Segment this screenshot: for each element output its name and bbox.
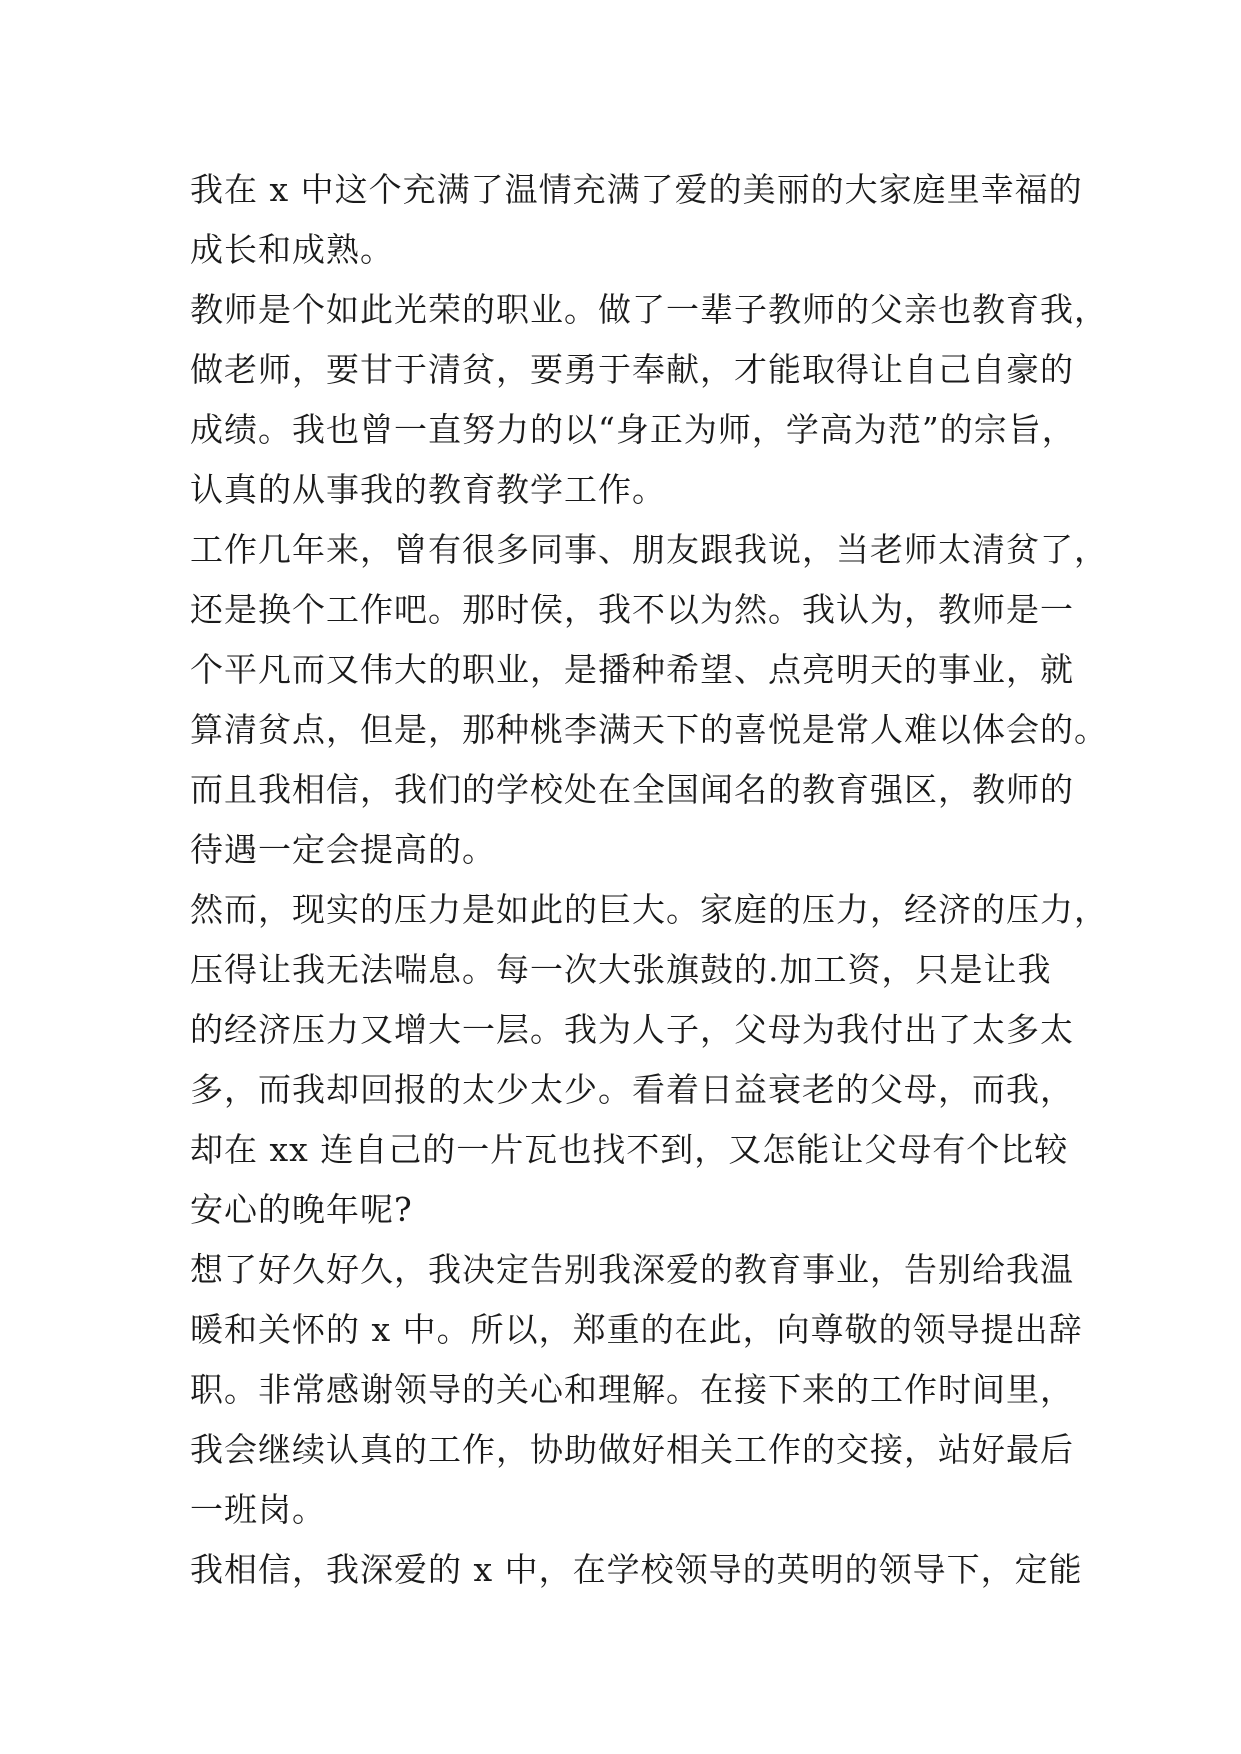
- text-line: 工作几年来，曾有很多同事、朋友跟我说，当老师太清贫了，: [190, 530, 1108, 569]
- text-line: 然而，现实的压力是如此的巨大。家庭的压力，经济的压力，: [190, 890, 1108, 929]
- text-line: 职。非常感谢领导的关心和理解。在接下来的工作时间里，: [190, 1370, 1074, 1409]
- text-line: 个平凡而又伟大的职业，是播种希望、点亮明天的事业，就: [190, 650, 1074, 689]
- text-line: 一班岗。: [190, 1490, 326, 1529]
- text-line: 待遇一定会提高的。: [190, 830, 496, 869]
- text-line: 多，而我却回报的太少太少。看着日益衰老的父母，而我，: [190, 1070, 1074, 1109]
- text-line: 暖和关怀的 x 中。所以，郑重的在此，向尊敬的领导提出辞: [190, 1310, 1083, 1349]
- text-line: 成绩。我也曾一直努力的以“身正为师，学高为范”的宗旨，: [190, 410, 1076, 449]
- text-line: 压得让我无法喘息。每一次大张旗鼓的.加工资，只是让我: [190, 950, 1052, 989]
- text-line: 我相信，我深爱的 x 中，在学校领导的英明的领导下，定能: [190, 1550, 1083, 1589]
- text-line: 算清贫点，但是，那种桃李满天下的喜悦是常人难以体会的。: [190, 710, 1108, 749]
- text-line: 做老师，要甘于清贫，要勇于奉献，才能取得让自己自豪的: [190, 350, 1074, 389]
- text-line: 认真的从事我的教育教学工作。: [190, 470, 666, 509]
- text-line: 成长和成熟。: [190, 230, 394, 269]
- text-line: 教师是个如此光荣的职业。做了一辈子教师的父亲也教育我，: [190, 290, 1108, 329]
- body-text: [190, 160, 1108, 1600]
- text-line: 安心的晚年呢?: [190, 1190, 413, 1229]
- text-line: 想了好久好久，我决定告别我深爱的教育事业，告别给我温: [190, 1250, 1074, 1289]
- text-line: 而且我相信，我们的学校处在全国闻名的教育强区，教师的: [190, 770, 1074, 809]
- text-line: 的经济压力又增大一层。我为人子，父母为我付出了太多太: [190, 1010, 1074, 1049]
- text-line: 我会继续认真的工作，协助做好相关工作的交接，站好最后: [190, 1430, 1074, 1469]
- text-line: 却在 xx 连自己的一片瓦也找不到，又怎能让父母有个比较: [190, 1130, 1069, 1169]
- text-line: 我在 x 中这个充满了温情充满了爱的美丽的大家庭里幸福的: [190, 170, 1083, 209]
- text-line: 还是换个工作吧。那时侯，我不以为然。我认为，教师是一: [190, 590, 1074, 629]
